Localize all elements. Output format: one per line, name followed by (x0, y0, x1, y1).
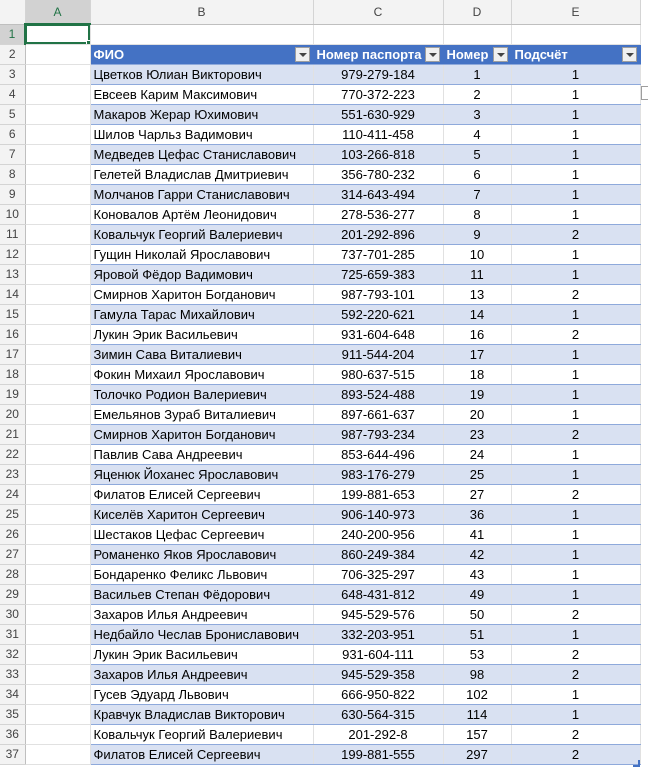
table-row (0, 184, 640, 204)
cell-count[interactable]: 1 (511, 344, 640, 364)
cell-count[interactable]: 1 (511, 104, 640, 124)
cell-number[interactable]: 157 (443, 724, 511, 744)
cell[interactable] (25, 624, 90, 644)
cell-number[interactable]: 17 (443, 344, 511, 364)
cell-passport[interactable]: 987-793-101 (313, 284, 443, 304)
cell-count[interactable]: 1 (511, 504, 640, 524)
cell[interactable] (313, 24, 443, 44)
cell-passport[interactable]: 199-881-653 (313, 484, 443, 504)
row-header[interactable]: 21 (0, 424, 25, 444)
cell-number[interactable]: 9 (443, 224, 511, 244)
table-row (0, 724, 640, 744)
cell-passport[interactable]: 860-249-384 (313, 544, 443, 564)
column-header-e[interactable]: E (511, 0, 640, 24)
cell-fio[interactable]: Гелетей Владислав Дмитриевич (90, 164, 313, 184)
cell-passport[interactable]: 201-292-8 (313, 724, 443, 744)
cell[interactable] (25, 704, 90, 724)
cell-count[interactable]: 1 (511, 204, 640, 224)
row-header[interactable]: 14 (0, 284, 25, 304)
row-header[interactable]: 37 (0, 744, 25, 764)
cell[interactable] (25, 264, 90, 284)
cell-number[interactable]: 102 (443, 684, 511, 704)
cell-fio[interactable]: Шестаков Цефас Сергеевич (90, 524, 313, 544)
cell[interactable] (25, 744, 90, 764)
row-header[interactable]: 31 (0, 624, 25, 644)
cell-passport[interactable]: 853-644-496 (313, 444, 443, 464)
filter-dropdown-icon[interactable] (493, 47, 508, 62)
row-header[interactable]: 20 (0, 404, 25, 424)
cell-count[interactable]: 1 (511, 584, 640, 604)
cell[interactable] (25, 604, 90, 624)
cell-number[interactable]: 6 (443, 164, 511, 184)
cell-number[interactable]: 43 (443, 564, 511, 584)
cell-count[interactable]: 2 (511, 484, 640, 504)
cell-passport[interactable]: 983-176-279 (313, 464, 443, 484)
cell-fio[interactable]: Васильев Степан Фёдорович (90, 584, 313, 604)
cell-passport[interactable]: 278-536-277 (313, 204, 443, 224)
cell-fio[interactable]: Лукин Эрик Васильевич (90, 644, 313, 664)
cell[interactable] (25, 524, 90, 544)
cell-count[interactable]: 2 (511, 324, 640, 344)
cell-number[interactable]: 10 (443, 244, 511, 264)
cell-fio[interactable]: Захаров Илья Андреевич (90, 604, 313, 624)
cell[interactable] (25, 304, 90, 324)
row-header[interactable]: 30 (0, 604, 25, 624)
cell-fio[interactable]: Ковальчук Георгий Валериевич (90, 724, 313, 744)
cell-fio[interactable]: Евсеев Карим Максимович (90, 84, 313, 104)
cell[interactable] (25, 124, 90, 144)
cell-passport[interactable]: 911-544-204 (313, 344, 443, 364)
column-header-c[interactable]: C (313, 0, 443, 24)
cell-fio[interactable]: Недбайло Чеслав Брониславович (90, 624, 313, 644)
cell[interactable] (25, 244, 90, 264)
cell-passport[interactable]: 706-325-297 (313, 564, 443, 584)
cell-passport[interactable]: 332-203-951 (313, 624, 443, 644)
cell-number[interactable]: 16 (443, 324, 511, 344)
select-all-corner[interactable] (0, 0, 25, 24)
cell-count[interactable]: 1 (511, 124, 640, 144)
cell-number[interactable]: 42 (443, 544, 511, 564)
row-header[interactable]: 35 (0, 704, 25, 724)
table-row (0, 464, 640, 484)
row-header[interactable]: 25 (0, 504, 25, 524)
cell-passport[interactable]: 987-793-234 (313, 424, 443, 444)
cell-number[interactable]: 11 (443, 264, 511, 284)
table-row (0, 524, 640, 544)
cell-number[interactable]: 5 (443, 144, 511, 164)
cell-fio[interactable]: Гусев Эдуард Львович (90, 684, 313, 704)
cell-number[interactable]: 7 (443, 184, 511, 204)
cell-fio[interactable]: Романенко Яков Ярославович (90, 544, 313, 564)
cell-number[interactable]: 24 (443, 444, 511, 464)
row-header[interactable]: 7 (0, 144, 25, 164)
row-header-1[interactable]: 1 (0, 24, 25, 44)
row-header[interactable]: 5 (0, 104, 25, 124)
cell[interactable] (25, 424, 90, 444)
header-number[interactable] (443, 44, 511, 64)
row-header[interactable]: 11 (0, 224, 25, 244)
table-row (0, 444, 640, 464)
cell-count[interactable]: 1 (511, 164, 640, 184)
cell[interactable] (25, 144, 90, 164)
cell-number[interactable]: 13 (443, 284, 511, 304)
table-row (0, 344, 640, 364)
cell[interactable] (25, 344, 90, 364)
cell-passport[interactable]: 979-279-184 (313, 64, 443, 84)
cell-fio[interactable]: Толочко Родион Валериевич (90, 384, 313, 404)
table-row (0, 224, 640, 244)
cell-fio[interactable]: Павлив Сава Андреевич (90, 444, 313, 464)
cell-count[interactable]: 2 (511, 664, 640, 684)
column-header-d[interactable]: D (443, 0, 511, 24)
cell[interactable] (25, 564, 90, 584)
cell-number[interactable]: 41 (443, 524, 511, 544)
row-header[interactable]: 6 (0, 124, 25, 144)
table-row (0, 404, 640, 424)
table-resize-handle[interactable] (633, 760, 640, 767)
cell-fio[interactable]: Емельянов Зураб Виталиевич (90, 404, 313, 424)
cell-number[interactable]: 4 (443, 124, 511, 144)
header-number-label: Номер (446, 46, 489, 62)
cell-number[interactable]: 14 (443, 304, 511, 324)
row-header-2[interactable]: 2 (0, 44, 25, 64)
cell[interactable] (25, 504, 90, 524)
table-row (0, 704, 640, 724)
cell-count[interactable]: 1 (511, 264, 640, 284)
cell[interactable] (25, 404, 90, 424)
cell-count[interactable]: 1 (511, 684, 640, 704)
table-row (0, 364, 640, 384)
cell-passport[interactable]: 630-564-315 (313, 704, 443, 724)
cell[interactable] (25, 464, 90, 484)
cell-count[interactable]: 2 (511, 284, 640, 304)
table-row (0, 424, 640, 444)
table-row (0, 544, 640, 564)
cell-count[interactable]: 1 (511, 244, 640, 264)
cell-fio[interactable]: Лукин Эрик Васильевич (90, 324, 313, 344)
cell-number[interactable]: 18 (443, 364, 511, 384)
cell-passport[interactable]: 648-431-812 (313, 584, 443, 604)
active-cell-a1[interactable] (25, 24, 90, 44)
cell-fio[interactable]: Гамула Тарас Михайлович (90, 304, 313, 324)
row-header[interactable]: 16 (0, 324, 25, 344)
cell-passport[interactable]: 199-881-555 (313, 744, 443, 764)
cell-fio[interactable]: Ковальчук Георгий Валериевич (90, 224, 313, 244)
filter-dropdown-icon[interactable] (622, 47, 637, 62)
cell-number[interactable]: 53 (443, 644, 511, 664)
cell-passport[interactable]: 110-411-458 (313, 124, 443, 144)
cell-passport[interactable]: 356-780-232 (313, 164, 443, 184)
quick-analysis-icon[interactable] (641, 86, 648, 100)
table-row (0, 64, 640, 84)
header-fio[interactable] (90, 44, 313, 64)
cell-number[interactable]: 23 (443, 424, 511, 444)
cell-count[interactable]: 1 (511, 444, 640, 464)
cell[interactable] (90, 24, 313, 44)
cell[interactable] (25, 384, 90, 404)
cell-passport[interactable]: 592-220-621 (313, 304, 443, 324)
cell-fio[interactable]: Медведев Цефас Станиславович (90, 144, 313, 164)
cell-count[interactable]: 1 (511, 624, 640, 644)
cell-number[interactable]: 49 (443, 584, 511, 604)
cell-passport[interactable]: 931-604-111 (313, 644, 443, 664)
cell[interactable] (25, 664, 90, 684)
cell-passport[interactable]: 931-604-648 (313, 324, 443, 344)
cell-count[interactable]: 1 (511, 144, 640, 164)
cell[interactable] (25, 224, 90, 244)
cell[interactable] (25, 644, 90, 664)
cell-passport[interactable]: 240-200-956 (313, 524, 443, 544)
row-header[interactable]: 22 (0, 444, 25, 464)
cell[interactable] (25, 584, 90, 604)
table-row (0, 144, 640, 164)
cell-count[interactable]: 2 (511, 224, 640, 244)
cell-fio[interactable]: Захаров Илья Андреевич (90, 664, 313, 684)
row-header[interactable]: 18 (0, 364, 25, 384)
cell-fio[interactable]: Кравчук Владислав Викторович (90, 704, 313, 724)
cell-passport[interactable]: 551-630-929 (313, 104, 443, 124)
cell-fio[interactable]: Фокин Михаил Ярославович (90, 364, 313, 384)
row-header[interactable]: 9 (0, 184, 25, 204)
row-header[interactable]: 4 (0, 84, 25, 104)
cell-count[interactable]: 1 (511, 564, 640, 584)
row-header[interactable]: 15 (0, 304, 25, 324)
cell[interactable] (25, 324, 90, 344)
cell-number[interactable]: 3 (443, 104, 511, 124)
cell-fio[interactable]: Шилов Чарльз Вадимович (90, 124, 313, 144)
cell[interactable] (25, 444, 90, 464)
table-row (0, 644, 640, 664)
row-header[interactable]: 33 (0, 664, 25, 684)
cell-number[interactable]: 19 (443, 384, 511, 404)
cell[interactable] (443, 24, 511, 44)
table-row (0, 604, 640, 624)
row-header[interactable]: 24 (0, 484, 25, 504)
cell-count[interactable]: 1 (511, 304, 640, 324)
header-passport-label: Номер паспорта (316, 46, 422, 62)
table-row (0, 104, 640, 124)
cell-count[interactable]: 1 (511, 524, 640, 544)
cell-count[interactable]: 1 (511, 84, 640, 104)
row-header[interactable]: 23 (0, 464, 25, 484)
cell-count[interactable]: 1 (511, 464, 640, 484)
column-header-b[interactable]: B (90, 0, 313, 24)
table-row (0, 684, 640, 704)
cell-number[interactable]: 51 (443, 624, 511, 644)
cell-passport[interactable]: 770-372-223 (313, 84, 443, 104)
table-row (0, 564, 640, 584)
filter-dropdown-icon[interactable] (425, 47, 440, 62)
filter-dropdown-icon[interactable] (295, 47, 310, 62)
cell[interactable] (25, 104, 90, 124)
row-header[interactable]: 8 (0, 164, 25, 184)
cell-passport[interactable]: 945-529-576 (313, 604, 443, 624)
cell-fio[interactable]: Киселёв Харитон Сергеевич (90, 504, 313, 524)
cell-count[interactable]: 1 (511, 364, 640, 384)
cell[interactable] (25, 364, 90, 384)
cell-number[interactable]: 25 (443, 464, 511, 484)
cell-fio[interactable]: Цветков Юлиан Викторович (90, 64, 313, 84)
cell-fio[interactable]: Филатов Елисей Сергеевич (90, 484, 313, 504)
cell-fio[interactable]: Бондаренко Феликс Львович (90, 564, 313, 584)
cell-passport[interactable]: 201-292-896 (313, 224, 443, 244)
table-row (0, 664, 640, 684)
cell-fio[interactable]: Молчанов Гарри Станиславович (90, 184, 313, 204)
cell-fio[interactable]: Яценюк Йоханес Ярославович (90, 464, 313, 484)
cell-fio[interactable]: Коновалов Артём Леонидович (90, 204, 313, 224)
cell-passport[interactable]: 103-266-818 (313, 144, 443, 164)
column-header-a[interactable]: A (25, 0, 90, 24)
cell-count[interactable]: 1 (511, 64, 640, 84)
table-row (0, 624, 640, 644)
table-row (0, 744, 640, 764)
cell-number[interactable]: 297 (443, 744, 511, 764)
cell-passport[interactable]: 314-643-494 (313, 184, 443, 204)
table-row (0, 84, 640, 104)
header-count-label: Подсчёт (514, 46, 568, 62)
table-row (0, 284, 640, 304)
table-row (0, 484, 640, 504)
cell-number[interactable]: 36 (443, 504, 511, 524)
cell[interactable] (25, 64, 90, 84)
cell[interactable] (511, 24, 640, 44)
header-passport[interactable] (313, 44, 443, 64)
row-header[interactable]: 19 (0, 384, 25, 404)
cell-number[interactable]: 114 (443, 704, 511, 724)
cell-number[interactable]: 27 (443, 484, 511, 504)
row-header[interactable]: 36 (0, 724, 25, 744)
cell-count[interactable]: 1 (511, 544, 640, 564)
row-header[interactable]: 34 (0, 684, 25, 704)
table-row (0, 124, 640, 144)
cell-fio[interactable]: Смирнов Харитон Богданович (90, 424, 313, 444)
cell[interactable] (25, 84, 90, 104)
table-row (0, 304, 640, 324)
cell-count[interactable]: 2 (511, 604, 640, 624)
cell-count[interactable]: 2 (511, 644, 640, 664)
cell-count[interactable]: 2 (511, 724, 640, 744)
table-row (0, 504, 640, 524)
cell[interactable] (25, 544, 90, 564)
row-header[interactable]: 28 (0, 564, 25, 584)
row-header[interactable]: 17 (0, 344, 25, 364)
table-row (0, 204, 640, 224)
cell-passport[interactable]: 980-637-515 (313, 364, 443, 384)
cell-fio[interactable]: Макаров Жерар Юхимович (90, 104, 313, 124)
table-row (0, 264, 640, 284)
cell-count[interactable]: 1 (511, 384, 640, 404)
cell[interactable] (25, 284, 90, 304)
table-row (0, 244, 640, 264)
cell-number[interactable]: 2 (443, 84, 511, 104)
cell-count[interactable]: 2 (511, 744, 640, 764)
cell-count[interactable]: 1 (511, 704, 640, 724)
cell-passport[interactable]: 906-140-973 (313, 504, 443, 524)
row-header[interactable]: 12 (0, 244, 25, 264)
cell-fio[interactable]: Зимин Сава Виталиевич (90, 344, 313, 364)
row-header[interactable]: 10 (0, 204, 25, 224)
row-header[interactable]: 26 (0, 524, 25, 544)
table-row (0, 324, 640, 344)
cell-number[interactable]: 1 (443, 64, 511, 84)
cell[interactable] (25, 724, 90, 744)
cell-count[interactable]: 1 (511, 404, 640, 424)
cell-number[interactable]: 20 (443, 404, 511, 424)
cell-fio[interactable]: Яровой Фёдор Вадимович (90, 264, 313, 284)
row-header[interactable]: 32 (0, 644, 25, 664)
table-row (0, 384, 640, 404)
cell[interactable] (25, 484, 90, 504)
table-row (0, 164, 640, 184)
cell-fio[interactable]: Смирнов Харитон Богданович (90, 284, 313, 304)
row-header[interactable]: 3 (0, 64, 25, 84)
header-count[interactable] (511, 44, 640, 64)
cell[interactable] (25, 204, 90, 224)
cell-passport[interactable]: 897-661-637 (313, 404, 443, 424)
cell-passport[interactable]: 945-529-358 (313, 664, 443, 684)
cell-number[interactable]: 98 (443, 664, 511, 684)
cell-number[interactable]: 8 (443, 204, 511, 224)
cell[interactable] (25, 44, 90, 64)
cell-count[interactable]: 1 (511, 184, 640, 204)
row-header[interactable]: 13 (0, 264, 25, 284)
cell[interactable] (25, 164, 90, 184)
cell-fio[interactable]: Филатов Елисей Сергеевич (90, 744, 313, 764)
cell-passport[interactable]: 893-524-488 (313, 384, 443, 404)
row-header[interactable]: 27 (0, 544, 25, 564)
cell-count[interactable]: 2 (511, 424, 640, 444)
header-fio-label: ФИО (93, 46, 125, 62)
cell-fio[interactable]: Гущин Николай Ярославович (90, 244, 313, 264)
cell[interactable] (25, 684, 90, 704)
cell-passport[interactable]: 725-659-383 (313, 264, 443, 284)
cell-number[interactable]: 50 (443, 604, 511, 624)
table-row (0, 584, 640, 604)
row-header[interactable]: 29 (0, 584, 25, 604)
cell-passport[interactable]: 737-701-285 (313, 244, 443, 264)
cell-passport[interactable]: 666-950-822 (313, 684, 443, 704)
cell[interactable] (25, 184, 90, 204)
